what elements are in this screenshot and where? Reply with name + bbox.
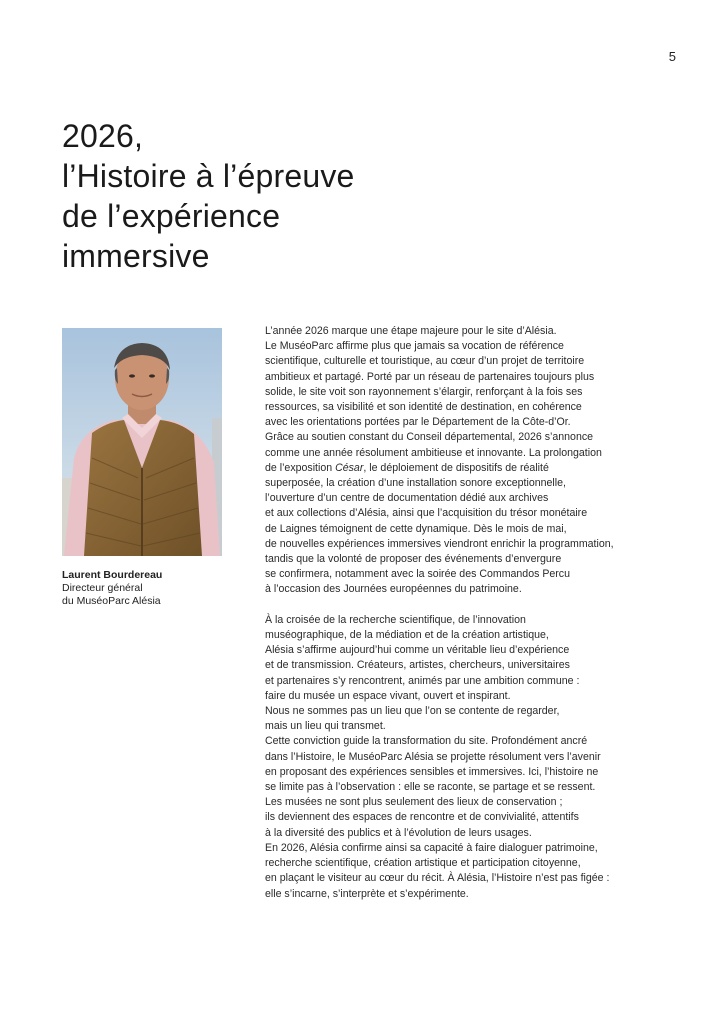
text-line: À la croisée de la recherche scientifique, de l’innovation (265, 613, 526, 626)
text-line: scientifique, culturelle et touristique, au cœur d’un projet de territoire (265, 355, 585, 368)
text-line: mais un lieu qui transmet. (265, 720, 386, 733)
paragraph-gap (265, 598, 675, 613)
text-line: Cette conviction guide la transformation du site. Profondément ancré (265, 735, 588, 748)
text-line: l’ouverture d’un centre de documentation dédié aux archives (265, 492, 549, 505)
page-number: 5 (668, 49, 676, 64)
text-line: ambitieux et partagé. Porté par un réseau de partenaires toujours plus (265, 370, 595, 383)
portrait-photo (62, 328, 222, 556)
page-title (62, 116, 462, 276)
text-line: Le MuséoParc affirme plus que jamais sa vocation de référence (265, 340, 564, 353)
text-line: et partenaires s’y rencontrent, animés par une ambition commune : (265, 674, 580, 687)
title-line: immersive (62, 238, 210, 274)
text-line: dans l’Histoire, le MuséoParc Alésia se projette résolument vers l’avenir (265, 750, 601, 763)
text-line: recherche scientifique, création artistique et participation citoyenne, (265, 857, 581, 870)
text-line: Grâce au soutien constant du Conseil départemental, 2026 s’annonce (265, 431, 594, 444)
text-line: tandis que la volonté de proposer des événements d’envergure (265, 553, 562, 566)
text-line: de Laignes témoignent de cette dynamique. Dès le mois de mai, (265, 522, 567, 535)
text-line: et de transmission. Créateurs, artistes, chercheurs, universitaires (265, 659, 570, 672)
text-line: ressources, sa visibilité et son identité de destination, en cohérence (265, 401, 582, 414)
text-line: de nouvelles expériences immersives viendront enrichir la programmation, (265, 537, 614, 550)
text-line: faire du musée un espace vivant, ouvert et inspirant. (265, 689, 511, 702)
text-line: à l’occasion des Journées européennes du patrimoine. (265, 583, 522, 596)
person-name: Laurent Bourdereau (62, 569, 163, 581)
text-line: solide, le site voit son rayonnement s’élargir, renforçant à la fois ses (265, 385, 583, 398)
text-line: comme une année résolument ambitieuse et innovante. La prolongation (265, 446, 602, 459)
person-role: Directeur général (62, 582, 143, 594)
text-line: avec les orientations portées par le Département de la Côte-d’Or. (265, 416, 571, 429)
text-line: se confirmera, notamment avec la soirée des Commandos Percu (265, 568, 570, 581)
title-line: de l’expérience (62, 198, 281, 234)
text-fragment: , le déploiement de dispositifs de réalité (363, 461, 549, 474)
person-role: du MuséoParc Alésia (62, 595, 161, 607)
text-line: L’année 2026 marque une étape majeure pour le site d’Alésia. (265, 325, 557, 337)
title-line: l’Histoire à l’épreuve (62, 158, 355, 194)
text-line (265, 461, 675, 476)
text-fragment: de l’exposition (265, 461, 336, 474)
text-line: muséographique, de la médiation et de la création artistique, (265, 629, 549, 642)
text-line: en proposant des expériences sensibles et immersives. Ici, l’histoire ne (265, 765, 599, 778)
text-line: ils deviennent des espaces de rencontre et de convivialité, attentifs (265, 811, 579, 824)
exhibition-title: César (335, 461, 364, 474)
editorial-text (265, 324, 675, 902)
text-line: Les musées ne sont plus seulement des lieux de conservation ; (265, 796, 563, 809)
text-line: Nous ne sommes pas un lieu que l’on se contente de regarder, (265, 705, 560, 718)
text-line: se limite pas à l’observation : elle se raconte, se partage et se ressent. (265, 781, 596, 794)
text-line: Alésia s’affirme aujourd’hui comme un véritable lieu d’expérience (265, 644, 570, 657)
text-line: à la diversité des publics et à l’évolution de leurs usages. (265, 826, 532, 839)
portrait-caption (62, 569, 242, 608)
text-line: En 2026, Alésia confirme ainsi sa capacité à faire dialoguer patrimoine, (265, 841, 598, 854)
text-line: en plaçant le visiteur au cœur du récit. À Alésia, l’Histoire n’est pas figée : (265, 872, 610, 885)
title-line: 2026, (62, 118, 144, 154)
text-line: et aux collections d’Alésia, ainsi que l’acquisition du trésor monétaire (265, 507, 588, 520)
text-line: elle s’incarne, s’interprète et s’expérimente. (265, 887, 469, 900)
text-line: superposée, la création d’une installation sonore exceptionnelle, (265, 477, 566, 490)
